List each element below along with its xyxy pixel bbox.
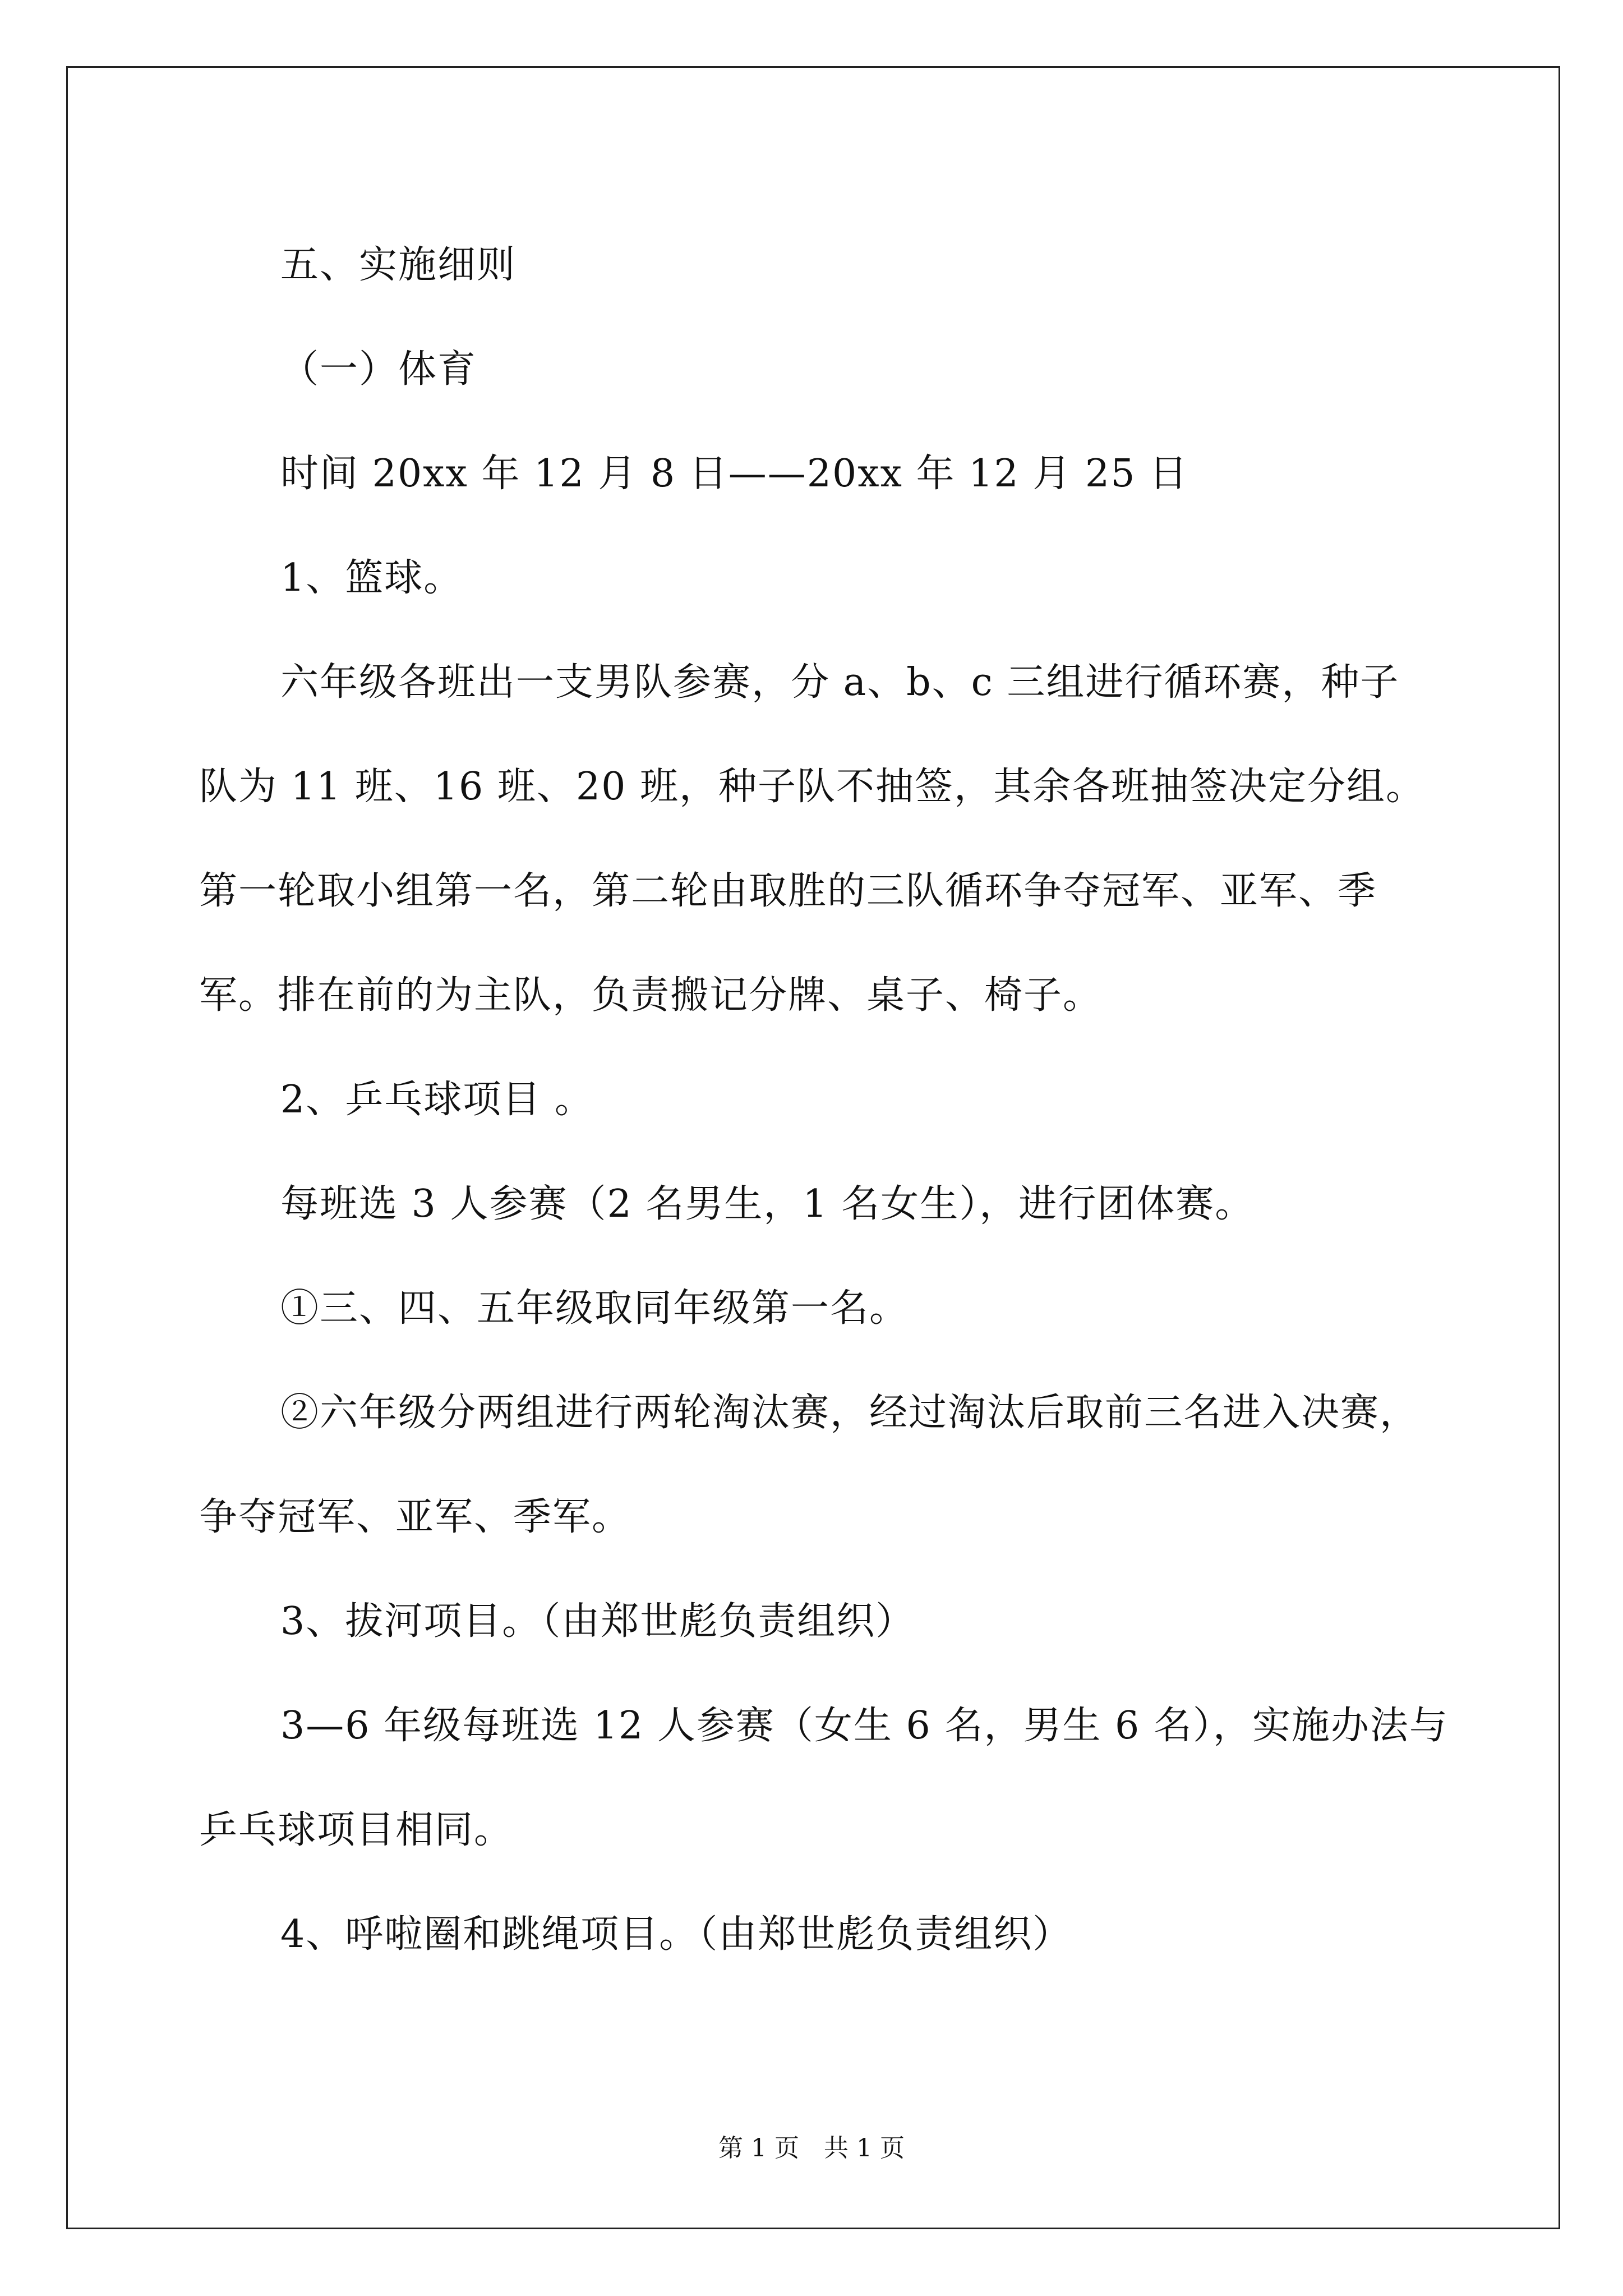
subsection-heading: （一）体育 (280, 347, 477, 392)
item-heading-table-tennis: 2、乒乓球项目 。 (280, 1078, 594, 1122)
paragraph-line: 军。排在前的为主队，负责搬记分牌、桌子、椅子。 (199, 973, 1103, 1018)
paragraph-line: ①三、四、五年级取同年级第一名。 (280, 1286, 909, 1331)
paragraph-line: ②六年级分两组进行两轮淘汰赛，经过淘汰后取前三名进入决赛， (280, 1391, 1419, 1435)
item-heading-tug-of-war: 3、拔河项目。（由郑世彪负责组织） (280, 1599, 915, 1644)
schedule-line: 时间 20xx 年 12 月 8 日——20xx 年 12 月 25 日 (280, 452, 1189, 496)
document-body (199, 213, 1449, 1987)
paragraph-line: 争夺冠军、亚军、季军。 (199, 1495, 631, 1539)
item-heading-hula-hoop: 4、呼啦圈和跳绳项目。（由郑世彪负责组织） (280, 1912, 1072, 1957)
paragraph-line: 每班选 3 人参赛（2 名男生，1 名女生），进行团体赛。 (280, 1182, 1255, 1226)
page-number-footer: 第 1 页 共 1 页 (718, 2134, 905, 2162)
paragraph-line: 3—6 年级每班选 12 人参赛（女生 6 名，男生 6 名），实施办法与 (280, 1704, 1449, 1748)
item-heading-basketball: 1、篮球。 (280, 556, 463, 600)
paragraph-line: 第一轮取小组第一名，第二轮由取胜的三队循环争夺冠军、亚军、季 (199, 869, 1377, 913)
section-heading: 五、实施细则 (280, 243, 517, 287)
paragraph-line: 队为 11 班、16 班、20 班，种子队不抽签，其余各班抽签决定分组。 (199, 765, 1426, 809)
paragraph-line: 六年级各班出一支男队参赛，分 a、b、c 三组进行循环赛，种子 (280, 660, 1400, 705)
paragraph-line: 乒乓球项目相同。 (199, 1808, 514, 1852)
